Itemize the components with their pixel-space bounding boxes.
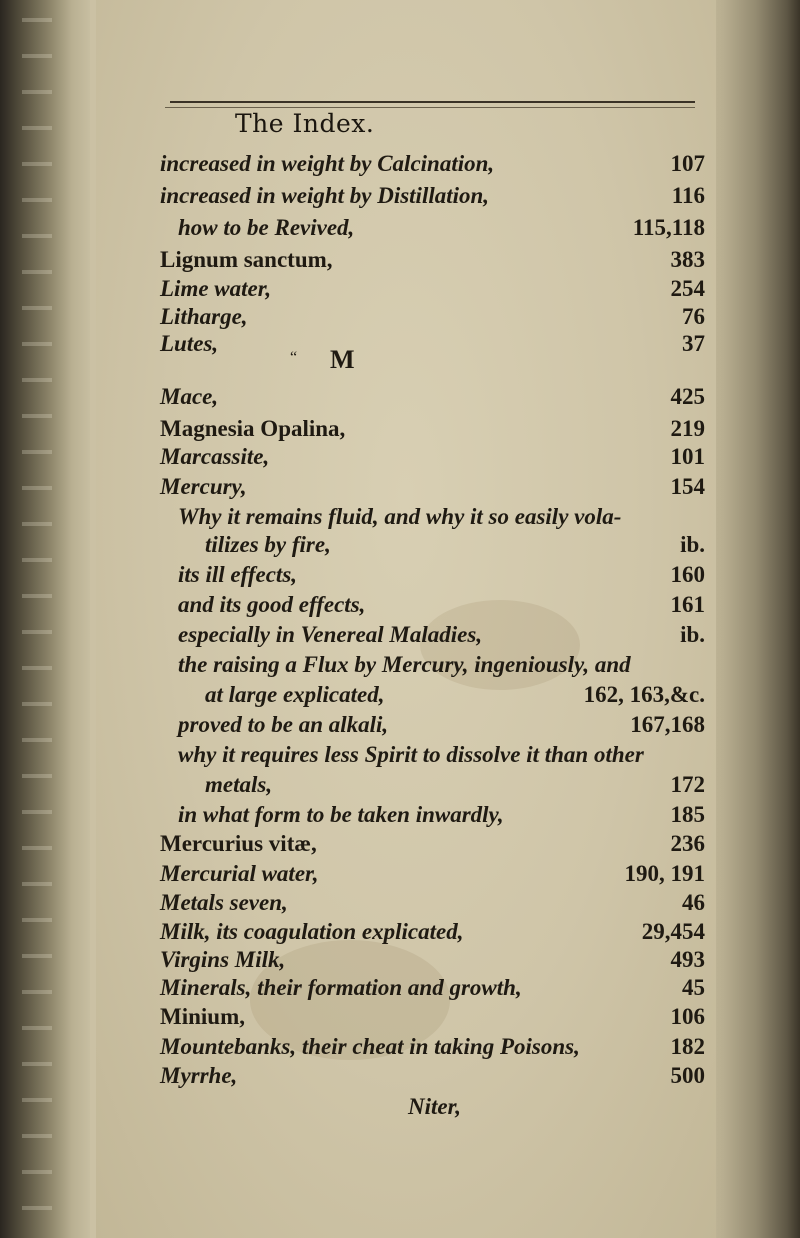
index-entry [0, 528, 800, 562]
entry-page: 101 [670, 444, 705, 469]
entry-page: 37 [682, 331, 705, 356]
ink-mark: “ [290, 349, 298, 366]
entry-page: 236 [670, 831, 705, 856]
index-entry [0, 147, 800, 181]
entry-text: Minerals, their formation and growth, [160, 975, 522, 1000]
entry-page: 190, 191 [624, 861, 705, 886]
entry-page: 500 [670, 1063, 705, 1088]
entry-text: Minium, [160, 1004, 245, 1029]
entry-text: Why it remains fluid, and why it so easily vola- [178, 504, 622, 529]
entry-page: 162, 163,&c. [583, 682, 705, 707]
entry-page: 254 [670, 276, 705, 301]
section-letter-text: M [330, 345, 355, 374]
index-entry [0, 618, 800, 652]
catchword: Niter, [408, 1094, 462, 1119]
entry-text: the raising a Flux by Mercury, ingeniously, and [178, 652, 631, 677]
entry-page: 106 [670, 1004, 705, 1029]
index-entry [0, 470, 800, 504]
index-entry [0, 380, 800, 414]
entry-page: 76 [682, 304, 705, 329]
entry-page: 185 [670, 802, 705, 827]
index-entry [0, 558, 800, 592]
entry-page: 172 [670, 772, 705, 797]
entry-text: Mercurial water, [160, 861, 319, 886]
index-entry [0, 588, 800, 622]
index-entry [0, 1000, 800, 1034]
entry-text: tilizes by fire, [205, 532, 331, 557]
entry-text: Mountebanks, their cheat in taking Poisons, [160, 1034, 580, 1059]
entry-text: Marcassite, [160, 444, 270, 469]
entry-text: Mercury, [160, 474, 247, 499]
index-entry [0, 211, 800, 245]
entry-page: 383 [670, 247, 705, 272]
entry-page: 115,118 [632, 215, 705, 240]
entry-text: Milk, its coagulation explicated, [160, 919, 464, 944]
index-entry [0, 768, 800, 802]
entry-page: 167,168 [630, 712, 705, 737]
entry-text: Lutes, [160, 331, 219, 356]
entry-text: in what form to be taken inwardly, [178, 802, 504, 827]
entry-page: 29,454 [641, 919, 705, 944]
index-entry [0, 648, 800, 682]
entry-text: Litharge, [160, 304, 248, 329]
index-entry [0, 827, 800, 861]
entry-text: Metals seven, [160, 890, 288, 915]
entry-text: why it requires less Spirit to dissolve it than other [178, 742, 644, 767]
entry-page: 107 [670, 151, 705, 176]
running-head: The Index. [235, 109, 375, 138]
entry-text: increased in weight by Distillation, [160, 183, 490, 208]
entry-page: 154 [670, 474, 705, 499]
entry-text: how to be Revived, [178, 215, 355, 240]
entry-page: 116 [671, 183, 705, 208]
entry-text: and its good effects, [178, 592, 366, 617]
entry-text: Virgins Milk, [160, 947, 286, 972]
entry-page: 161 [670, 592, 705, 617]
entry-text: Lignum sanctum, [160, 247, 333, 272]
entry-text: Lime water, [160, 276, 272, 301]
entry-page: 46 [682, 890, 705, 915]
entry-page: 425 [670, 384, 705, 409]
index-entry [0, 440, 800, 474]
entry-text: Mace, [160, 384, 219, 409]
entry-page: 219 [670, 416, 705, 441]
entry-text: increased in weight by Calcination, [160, 151, 495, 176]
entry-text: at large explicated, [205, 682, 385, 707]
entry-text: especially in Venereal Maladies, [178, 622, 483, 647]
entry-text: Myrrhe, [160, 1063, 238, 1088]
index-entry [0, 738, 800, 772]
index-entry [0, 327, 800, 361]
entry-page: 182 [670, 1034, 705, 1059]
index-entry [0, 1059, 800, 1093]
entry-page: ib. [680, 622, 705, 647]
catchword-line [0, 1090, 800, 1124]
entry-text: Mercurius vitæ, [160, 831, 317, 856]
index-entry [0, 708, 800, 742]
index-entry [0, 179, 800, 213]
entry-text: proved to be an alkali, [178, 712, 389, 737]
entry-text: metals, [205, 772, 273, 797]
entry-page: ib. [680, 532, 705, 557]
index-entry [0, 678, 800, 712]
entry-text: Magnesia Opalina, [160, 416, 346, 441]
entry-page: 160 [670, 562, 705, 587]
entry-text: its ill effects, [178, 562, 298, 587]
entry-page: 45 [682, 975, 705, 1000]
entry-page: 493 [670, 947, 705, 972]
